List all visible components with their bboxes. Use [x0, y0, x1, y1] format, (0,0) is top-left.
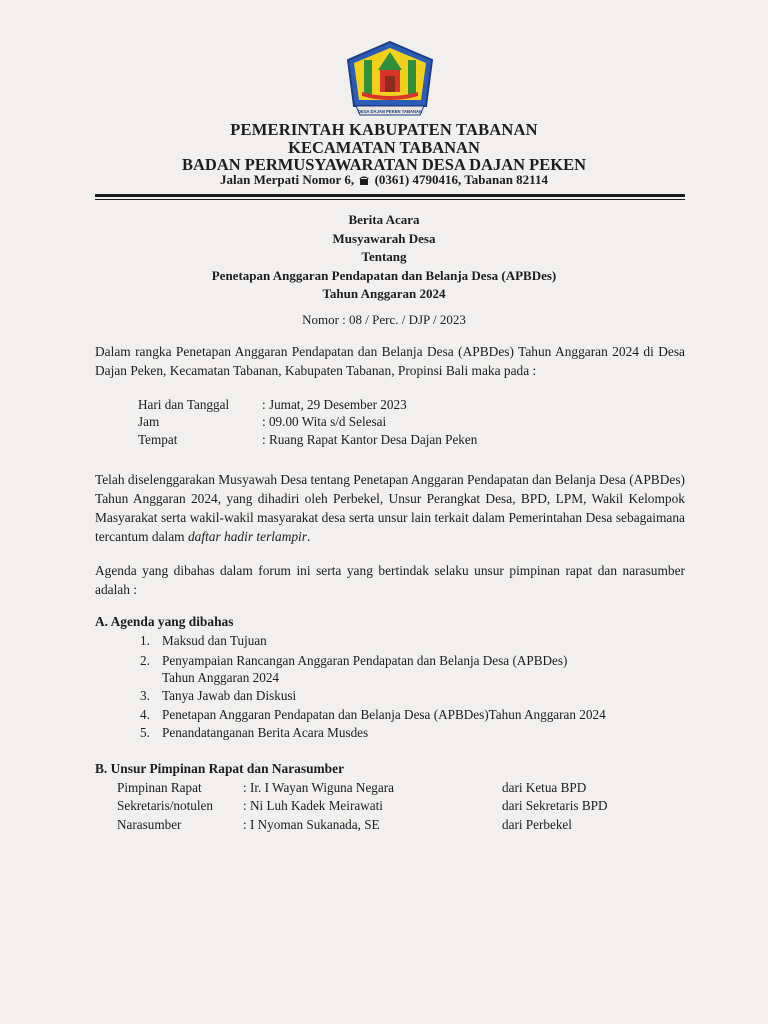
- header-divider-thin: [95, 199, 685, 200]
- agenda-item-text: Maksud dan Tujuan: [162, 633, 267, 648]
- agenda-item-text: Tanya Jawab dan Diskusi: [162, 688, 297, 703]
- header-address: [0, 172, 768, 188]
- agenda-item-text-cont: Tahun Anggaran 2024: [162, 670, 280, 685]
- doc-title-line3: Tentang: [361, 249, 407, 264]
- detail-value-place: : Ruang Rapat Kantor Desa Dajan Peken: [262, 432, 478, 447]
- village-logo-emblem: [344, 40, 436, 120]
- doc-title-line1: Berita Acara: [348, 212, 420, 227]
- section-b-heading: B. Unsur Pimpinan Rapat dan Narasumber: [95, 761, 345, 776]
- header-divider-thick: [95, 194, 685, 197]
- detail-label-place: Tempat: [138, 432, 178, 447]
- body-paragraph-italic: daftar hadir terlampir: [187, 529, 307, 544]
- doc-title-line5: Tahun Anggaran 2024: [322, 286, 446, 301]
- agenda-item-number: 2.: [140, 653, 150, 668]
- secretary-name: : Ni Luh Kadek Meirawati: [243, 798, 383, 813]
- header-institution: BADAN PERMUSYAWARATAN DESA DAJAN PEKEN: [182, 155, 586, 174]
- agenda-item-number: 1.: [140, 633, 150, 648]
- body-paragraph-end: .: [307, 529, 311, 544]
- agenda-item-text: Penandatanganan Berita Acara Musdes: [162, 725, 369, 740]
- speaker-name: : I Nyoman Sukanada, SE: [243, 817, 380, 832]
- agenda-item-text: Penyampaian Rancangan Anggaran Pendapatan dan Belanja Desa (APBDes): [162, 653, 568, 668]
- address-phone: (0361) 4790416, Tabanan 82114: [374, 172, 548, 187]
- leader-role: Pimpinan Rapat: [117, 780, 202, 795]
- agenda-item-number: 3.: [140, 688, 150, 703]
- body-paragraph-text: Telah diselenggarakan Musyawah Desa tentang Penetapan Anggaran Pendapatan dan Belanja Desa (APBDes) Tahun Anggaran 2024, yang dihadiri oleh Perbekel, Unsur Perangkat Desa, BPD, LPM, Wakil Kelompok Masyarakat serta wakil-wakil masyarakat desa serta unsur lain terkait dalam Pemerintahan Desa sebagaimana tercantum dalam: [95, 472, 685, 544]
- header-government: PEMERINTAH KABUPATEN TABANAN: [230, 120, 538, 139]
- body-paragraph: [95, 470, 685, 546]
- agenda-intro-paragraph: Agenda yang dibahas dalam forum ini serta yang bertindak selaku unsur pimpinan rapat dan narasumber adalah :: [95, 563, 685, 597]
- detail-value-date: : Jumat, 29 Desember 2023: [262, 397, 407, 412]
- speaker-role: Narasumber: [117, 817, 182, 832]
- secretary-origin: dari Sekretaris BPD: [502, 798, 608, 813]
- logo-ribbon-text: DESA DAJAN PEKEN TABANAN: [357, 109, 423, 114]
- speaker-origin: dari Perbekel: [502, 817, 572, 832]
- doc-title-line2: Musyawarah Desa: [332, 231, 436, 246]
- address-street: Jalan Merpati Nomor 6,: [220, 172, 355, 187]
- document-number: Nomor : 08 / Perc. / DJP / 2023: [302, 312, 466, 327]
- agenda-item-text: Penetapan Anggaran Pendapatan dan Belanja Desa (APBDes)Tahun Anggaran 2024: [162, 707, 606, 722]
- section-a-heading: A. Agenda yang dibahas: [95, 614, 234, 629]
- agenda-item-number: 4.: [140, 707, 150, 722]
- detail-label-date: Hari dan Tanggal: [138, 397, 230, 412]
- secretary-role: Sekretaris/notulen: [117, 798, 213, 813]
- detail-value-time: : 09.00 Wita s/d Selesai: [262, 414, 387, 429]
- header-district: KECAMATAN TABANAN: [288, 138, 480, 157]
- leader-name: : Ir. I Wayan Wiguna Negara: [243, 780, 394, 795]
- telephone-icon: [359, 175, 369, 185]
- intro-paragraph: Dalam rangka Penetapan Anggaran Pendapatan dan Belanja Desa (APBDes) Tahun Anggaran 2024 di Desa Dajan Peken, Kecamatan Tabanan, Kabupaten Tabanan, Propinsi Bali maka pada :: [95, 344, 685, 378]
- detail-label-time: Jam: [138, 414, 160, 429]
- doc-title-line4: Penetapan Anggaran Pendapatan dan Belanja Desa (APBDes): [211, 268, 557, 283]
- leader-origin: dari Ketua BPD: [502, 780, 587, 795]
- agenda-item-number: 5.: [140, 725, 150, 740]
